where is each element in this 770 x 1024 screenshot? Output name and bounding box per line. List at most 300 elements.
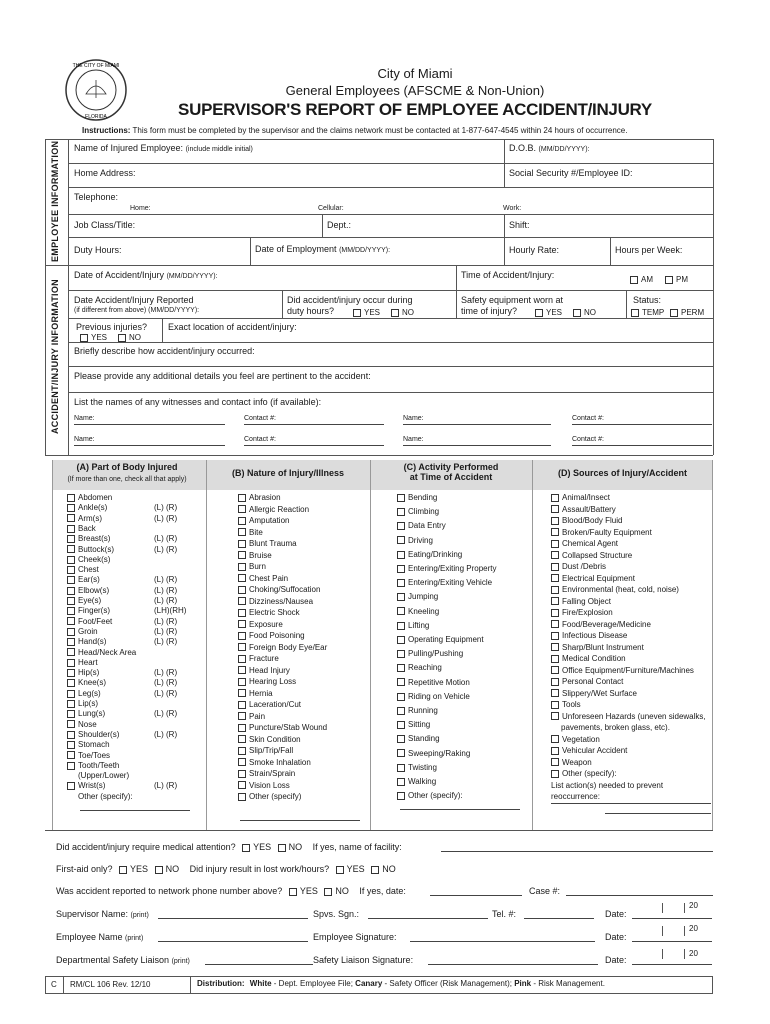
- left-right-option[interactable]: (L) (R): [154, 513, 178, 523]
- tel-input[interactable]: [524, 918, 594, 919]
- checkbox-icon[interactable]: [551, 758, 559, 766]
- body-part-item[interactable]: [67, 586, 109, 595]
- work-phone-field[interactable]: Work:: [503, 205, 522, 212]
- checkbox-icon[interactable]: [238, 643, 246, 651]
- source-item[interactable]: [551, 505, 616, 514]
- left-right-option[interactable]: (L) (R): [154, 729, 178, 739]
- liaison-signature-input[interactable]: [428, 964, 598, 965]
- source-item[interactable]: [551, 769, 617, 778]
- employee-date-input[interactable]: [632, 941, 712, 942]
- spvs-sgn-input[interactable]: [368, 918, 488, 919]
- source-item[interactable]: [551, 539, 618, 548]
- checkbox-icon[interactable]: [551, 701, 559, 709]
- checkbox-icon[interactable]: [397, 636, 405, 644]
- dob-field[interactable]: [509, 143, 589, 153]
- checkbox-icon[interactable]: [238, 528, 246, 536]
- nature-item[interactable]: [238, 516, 289, 525]
- nature-item[interactable]: [238, 781, 290, 790]
- nature-item[interactable]: [238, 528, 263, 537]
- activity-item[interactable]: [397, 706, 438, 715]
- activity-item[interactable]: [397, 635, 484, 644]
- body-part-item[interactable]: [67, 668, 99, 677]
- body-part-item[interactable]: [67, 565, 99, 574]
- ssn-field[interactable]: Social Security #/Employee ID:: [509, 168, 633, 178]
- checkbox-icon[interactable]: [67, 514, 75, 522]
- source-item[interactable]: [551, 654, 626, 663]
- checkbox-icon[interactable]: [67, 597, 75, 605]
- nature-item[interactable]: [238, 643, 327, 652]
- distribution: [197, 979, 605, 988]
- facility-input[interactable]: [441, 851, 713, 852]
- witness-name-3[interactable]: Name:: [74, 436, 95, 443]
- activity-item[interactable]: [397, 550, 462, 559]
- reported-date-field[interactable]: Date Accident/Injury Reported: [74, 295, 194, 305]
- checkbox-icon[interactable]: [67, 504, 75, 512]
- nature-item[interactable]: [238, 620, 283, 629]
- witness-name-2[interactable]: Name:: [403, 415, 424, 422]
- left-right-option[interactable]: (L) (R): [154, 575, 178, 585]
- left-right-option[interactable]: (L) (R): [154, 616, 178, 626]
- checkbox-icon[interactable]: [67, 566, 75, 574]
- accident-date-field[interactable]: [74, 270, 218, 280]
- checkbox-icon[interactable]: [551, 747, 559, 755]
- body-part-item[interactable]: [67, 627, 98, 636]
- checkbox-icon[interactable]: [67, 731, 75, 739]
- body-part-item[interactable]: [67, 524, 96, 533]
- hourly-rate-field[interactable]: Hourly Rate:: [509, 245, 560, 255]
- accident-time-field[interactable]: Time of Accident/Injury:: [461, 270, 555, 280]
- checkbox-icon[interactable]: [238, 758, 246, 766]
- body-part-item[interactable]: [67, 503, 107, 512]
- checkbox-icon[interactable]: [238, 747, 246, 755]
- activity-item[interactable]: [397, 564, 497, 573]
- checkbox-icon[interactable]: [238, 701, 246, 709]
- activity-item[interactable]: [397, 692, 470, 701]
- source-item[interactable]: [551, 700, 581, 709]
- nature-item[interactable]: [238, 677, 296, 686]
- checkbox-icon[interactable]: [551, 770, 559, 778]
- checkbox-icon[interactable]: [551, 655, 559, 663]
- perm-checkbox[interactable]: [670, 308, 704, 317]
- checkbox-icon[interactable]: [238, 620, 246, 628]
- checkbox-icon[interactable]: [67, 762, 75, 770]
- checkbox-icon[interactable]: [67, 545, 75, 553]
- source-item[interactable]: [551, 746, 627, 755]
- checkbox-icon[interactable]: [397, 593, 405, 601]
- checkbox-icon[interactable]: [397, 749, 405, 757]
- checkbox-icon[interactable]: [67, 720, 75, 728]
- item-label: Pain: [249, 711, 266, 721]
- nature-item[interactable]: [238, 654, 279, 663]
- checkbox-icon[interactable]: [238, 563, 246, 571]
- checkbox-icon[interactable]: [397, 536, 405, 544]
- left-right-option[interactable]: (LH)(RH): [154, 606, 187, 616]
- checkbox-icon[interactable]: [551, 643, 559, 651]
- source-item[interactable]: [551, 597, 611, 606]
- source-item[interactable]: [551, 562, 606, 571]
- checkbox-icon[interactable]: [67, 782, 75, 790]
- checkbox-icon[interactable]: [67, 494, 75, 502]
- shift-field[interactable]: Shift:: [509, 220, 530, 230]
- checkbox-icon[interactable]: [551, 563, 559, 571]
- label: NO: [335, 886, 349, 896]
- previous-no-checkbox[interactable]: [118, 333, 141, 342]
- item-label: Allergic Reaction: [249, 504, 310, 514]
- source-item[interactable]: [551, 666, 694, 675]
- checkbox-icon[interactable]: [67, 648, 75, 656]
- checkbox-icon[interactable]: [238, 781, 246, 789]
- details-field[interactable]: Please provide any additional details you feel are pertinent to the accident:: [74, 371, 371, 381]
- checkbox-icon[interactable]: [397, 494, 405, 502]
- checkbox-icon[interactable]: [397, 764, 405, 772]
- duty-hours-field[interactable]: Duty Hours:: [74, 245, 122, 255]
- checkbox-icon[interactable]: [397, 678, 405, 686]
- checkbox-icon[interactable]: [238, 735, 246, 743]
- checkbox-icon[interactable]: [551, 712, 559, 720]
- employment-date-field[interactable]: [255, 244, 390, 254]
- left-right-option[interactable]: (L) (R): [154, 534, 178, 544]
- source-item[interactable]: [551, 643, 644, 652]
- item-label: Standing: [408, 734, 440, 744]
- checkbox-icon[interactable]: [397, 579, 405, 587]
- supervisor-name-label: [56, 909, 149, 919]
- cell-phone-field[interactable]: Cellular:: [318, 205, 344, 212]
- duty-no-checkbox[interactable]: [391, 308, 414, 317]
- left-right-option[interactable]: (L) (R): [154, 503, 178, 513]
- network-date-input[interactable]: [430, 895, 522, 896]
- checkbox-icon[interactable]: [238, 540, 246, 548]
- body-part-item[interactable]: [67, 689, 101, 698]
- employee-name-input[interactable]: [158, 941, 308, 942]
- left-right-option[interactable]: (L) (R): [154, 626, 178, 636]
- checkbox-icon[interactable]: [238, 666, 246, 674]
- source-item: [551, 781, 663, 790]
- checkbox-icon[interactable]: [238, 574, 246, 582]
- nature-item[interactable]: [238, 700, 301, 709]
- network-no-checkbox[interactable]: [324, 886, 349, 896]
- left-right-option[interactable]: (L) (R): [154, 668, 178, 678]
- source-item[interactable]: [551, 631, 627, 640]
- nature-item[interactable]: [238, 723, 327, 732]
- source-item[interactable]: [551, 516, 622, 525]
- nature-item[interactable]: [238, 608, 300, 617]
- nature-item[interactable]: [238, 746, 293, 755]
- witness-contact-4[interactable]: Contact #:: [572, 436, 604, 443]
- checkbox-icon[interactable]: [238, 655, 246, 663]
- am-checkbox[interactable]: [630, 275, 653, 284]
- checkbox-icon[interactable]: [397, 778, 405, 786]
- checkbox-icon[interactable]: [397, 721, 405, 729]
- checkbox-icon[interactable]: [238, 689, 246, 697]
- nature-item[interactable]: [238, 792, 301, 801]
- nature-item[interactable]: [238, 758, 311, 767]
- medical-no-checkbox[interactable]: [278, 842, 303, 852]
- checkbox-icon[interactable]: [551, 678, 559, 686]
- nature-item[interactable]: [238, 735, 301, 744]
- dept-field[interactable]: Dept.:: [327, 220, 352, 230]
- source-item[interactable]: [551, 574, 635, 583]
- home-phone-field[interactable]: Home:: [130, 205, 151, 212]
- checkbox-icon[interactable]: [238, 678, 246, 686]
- nature-item[interactable]: [238, 539, 297, 548]
- nature-item[interactable]: [238, 769, 295, 778]
- source-item[interactable]: [551, 712, 706, 721]
- safety-yes-checkbox[interactable]: [535, 308, 562, 317]
- body-part-item[interactable]: [67, 596, 101, 605]
- nature-item[interactable]: [238, 562, 266, 571]
- checkbox-icon[interactable]: [67, 576, 75, 584]
- nature-item[interactable]: [238, 551, 272, 560]
- body-part-item[interactable]: [67, 555, 110, 564]
- activity-item[interactable]: [397, 507, 439, 516]
- nature-item[interactable]: [238, 631, 305, 640]
- checkbox-icon[interactable]: [238, 551, 246, 559]
- left-right-option[interactable]: (L) (R): [154, 544, 178, 554]
- checkbox-icon[interactable]: [551, 735, 559, 743]
- checkbox-icon[interactable]: [551, 540, 559, 548]
- checkbox-icon[interactable]: [551, 528, 559, 536]
- pm-checkbox[interactable]: [665, 275, 688, 284]
- form-title: SUPERVISOR'S REPORT OF EMPLOYEE ACCIDENT/INJURY: [178, 100, 652, 119]
- left-right-option[interactable]: (L) (R): [154, 709, 178, 719]
- source-item[interactable]: [551, 608, 613, 617]
- body-part-item[interactable]: [67, 617, 112, 626]
- source-item[interactable]: [551, 735, 600, 744]
- ifyes-label: If yes, date:: [359, 886, 406, 896]
- checkbox-icon[interactable]: [238, 724, 246, 732]
- checkbox-icon[interactable]: [397, 607, 405, 615]
- checkbox-icon[interactable]: [397, 622, 405, 630]
- firstaid-yes-checkbox[interactable]: [119, 864, 148, 874]
- hours-week-field[interactable]: Hours per Week:: [615, 245, 683, 255]
- checkbox-icon[interactable]: [551, 586, 559, 594]
- activity-item[interactable]: [397, 734, 440, 743]
- checkbox-icon[interactable]: [397, 735, 405, 743]
- activity-item[interactable]: [397, 493, 437, 502]
- body-part-item[interactable]: [67, 730, 119, 739]
- checkbox-icon[interactable]: [238, 586, 246, 594]
- body-part-item[interactable]: [67, 720, 97, 729]
- home-address-field[interactable]: Home Address:: [74, 168, 136, 178]
- activity-item[interactable]: [397, 663, 442, 672]
- activity-item[interactable]: [397, 521, 446, 530]
- supervisor-date-input[interactable]: [632, 918, 712, 919]
- checkbox-icon[interactable]: [67, 617, 75, 625]
- checkbox-icon[interactable]: [67, 710, 75, 718]
- checkbox-icon[interactable]: [67, 587, 75, 595]
- source-item[interactable]: [551, 493, 610, 502]
- source-item[interactable]: [551, 758, 592, 767]
- checkbox-icon[interactable]: [67, 535, 75, 543]
- activity-item[interactable]: [397, 621, 429, 630]
- body-part-item[interactable]: [67, 751, 110, 760]
- note: (include middle initial): [185, 146, 253, 153]
- checkbox-icon[interactable]: [67, 741, 75, 749]
- item-label: Wrist(s): [78, 781, 106, 791]
- checkbox-icon[interactable]: [397, 522, 405, 530]
- nature-item[interactable]: [238, 493, 281, 502]
- left-right-option[interactable]: (L) (R): [154, 678, 178, 688]
- left-right-option[interactable]: (L) (R): [154, 637, 178, 647]
- checkbox-icon[interactable]: [397, 693, 405, 701]
- source-item[interactable]: [551, 551, 632, 560]
- checkbox-icon[interactable]: [67, 556, 75, 564]
- checkbox-icon[interactable]: [397, 650, 405, 658]
- medical-yes-checkbox[interactable]: [242, 842, 271, 852]
- checkbox-icon[interactable]: [397, 508, 405, 516]
- duty-yes-checkbox[interactable]: [353, 308, 380, 317]
- checkbox-icon[interactable]: [67, 525, 75, 533]
- activity-item[interactable]: [397, 536, 433, 545]
- checkbox-icon[interactable]: [67, 751, 75, 759]
- body-part-item[interactable]: [67, 648, 136, 657]
- body-part-item[interactable]: [67, 606, 110, 615]
- checkbox-icon[interactable]: [67, 669, 75, 677]
- lostwork-no-checkbox[interactable]: [371, 864, 396, 874]
- nature-item[interactable]: [238, 666, 290, 675]
- network-yes-checkbox[interactable]: [289, 886, 318, 896]
- witness-contact-1[interactable]: Contact #:: [244, 415, 276, 422]
- witness-contact-2[interactable]: Contact #:: [572, 415, 604, 422]
- checkbox-icon[interactable]: [67, 638, 75, 646]
- activity-item[interactable]: [397, 763, 437, 772]
- nature-item[interactable]: [238, 712, 265, 721]
- injured-employee-name[interactable]: [74, 143, 253, 153]
- checkbox-icon[interactable]: [238, 712, 246, 720]
- checkbox-icon[interactable]: [238, 597, 246, 605]
- witness-name-1[interactable]: Name:: [74, 415, 95, 422]
- body-part-item[interactable]: [67, 575, 100, 584]
- previous-yes-checkbox[interactable]: [80, 333, 107, 342]
- left-right-option[interactable]: (L) (R): [154, 688, 178, 698]
- activity-item[interactable]: [397, 791, 463, 800]
- safety-no-checkbox[interactable]: [573, 308, 596, 317]
- checkbox-icon[interactable]: [238, 609, 246, 617]
- item-label: Breast(s): [78, 534, 111, 544]
- source-item[interactable]: [551, 528, 652, 537]
- activity-item[interactable]: [397, 749, 470, 758]
- liaison-date-input[interactable]: [632, 964, 712, 965]
- left-right-option[interactable]: (L) (R): [154, 596, 178, 605]
- source-item[interactable]: [551, 620, 651, 629]
- left-right-option[interactable]: (L) (R): [154, 781, 178, 791]
- body-part-item[interactable]: [67, 709, 105, 718]
- temp-checkbox[interactable]: [631, 308, 664, 317]
- body-part-item[interactable]: [67, 545, 114, 554]
- checkbox-icon[interactable]: [238, 517, 246, 525]
- item-label: Tools: [562, 700, 581, 709]
- checkbox-icon[interactable]: [397, 707, 405, 715]
- activity-item[interactable]: [397, 649, 463, 658]
- left-right-option[interactable]: (L) (R): [154, 585, 178, 595]
- checkbox-icon[interactable]: [551, 494, 559, 502]
- activity-item[interactable]: [397, 578, 492, 587]
- item-label: Heart: [78, 657, 98, 667]
- job-title-field[interactable]: Job Class/Title:: [74, 220, 136, 230]
- body-part-item[interactable]: [67, 658, 98, 667]
- activity-item[interactable]: [397, 678, 470, 687]
- body-part-item[interactable]: [67, 637, 106, 646]
- checkbox-icon[interactable]: [397, 551, 405, 559]
- source-item[interactable]: [551, 585, 679, 594]
- nature-item[interactable]: [238, 505, 309, 514]
- checkbox-icon[interactable]: [551, 620, 559, 628]
- body-part-item[interactable]: [67, 678, 106, 687]
- nature-item[interactable]: [238, 585, 320, 594]
- checkbox-icon[interactable]: [551, 689, 559, 697]
- item-label: Vegetation: [562, 734, 600, 744]
- checkbox-icon[interactable]: [67, 659, 75, 667]
- label: Date of Accident/Injury: [74, 270, 165, 280]
- employee-signature-input[interactable]: [410, 941, 595, 942]
- lostwork-yes-checkbox[interactable]: [336, 864, 365, 874]
- witness-contact-3[interactable]: Contact #:: [244, 436, 276, 443]
- checkbox-icon[interactable]: [551, 517, 559, 525]
- checkbox-icon[interactable]: [551, 574, 559, 582]
- checkbox-icon[interactable]: [67, 628, 75, 636]
- witness-name-4[interactable]: Name:: [403, 436, 424, 443]
- checkbox-icon[interactable]: [238, 793, 246, 801]
- source-item[interactable]: [551, 677, 623, 686]
- checkbox-icon[interactable]: [238, 505, 246, 513]
- checkbox-icon[interactable]: [551, 666, 559, 674]
- checkbox-icon[interactable]: [397, 664, 405, 672]
- case-input[interactable]: [566, 895, 713, 896]
- checkbox-icon[interactable]: [67, 607, 75, 615]
- checkbox-icon[interactable]: [238, 770, 246, 778]
- nature-item[interactable]: [238, 597, 313, 606]
- activity-item[interactable]: [397, 777, 436, 786]
- body-part-item[interactable]: [67, 761, 119, 770]
- activity-item[interactable]: [397, 607, 439, 616]
- item-label: Head/Neck Area: [78, 647, 137, 657]
- checkbox-icon[interactable]: [238, 632, 246, 640]
- reported-date-note: (if different from above) (MM/DD/YYYY):: [74, 307, 200, 314]
- checkbox-icon[interactable]: [551, 551, 559, 559]
- item-label: Other (specify):: [562, 769, 617, 778]
- checkbox-icon[interactable]: [551, 632, 559, 640]
- checkbox-icon[interactable]: [397, 792, 405, 800]
- liaison-name-input[interactable]: [205, 964, 313, 965]
- nature-item[interactable]: [238, 689, 273, 698]
- checkbox-icon[interactable]: [397, 565, 405, 573]
- checkbox-icon[interactable]: [551, 597, 559, 605]
- body-part-item[interactable]: [67, 534, 110, 543]
- location-field[interactable]: Exact location of accident/injury:: [168, 322, 297, 332]
- checkbox-icon[interactable]: [551, 505, 559, 513]
- checkbox-icon[interactable]: [67, 679, 75, 687]
- describe-field[interactable]: Briefly describe how accident/injury occurred:: [74, 346, 255, 356]
- firstaid-question: [56, 864, 396, 874]
- body-part-item[interactable]: [67, 699, 98, 708]
- body-part-item[interactable]: [67, 740, 110, 749]
- checkbox-icon[interactable]: [551, 609, 559, 617]
- supervisor-name-input[interactable]: [158, 918, 308, 919]
- activity-item[interactable]: [397, 720, 430, 729]
- item-label: Elbow(s): [78, 585, 110, 595]
- firstaid-no-checkbox[interactable]: [155, 864, 180, 874]
- body-part-item[interactable]: [67, 514, 102, 523]
- body-part-item[interactable]: [67, 781, 105, 790]
- activity-item[interactable]: [397, 592, 438, 601]
- nature-item[interactable]: [238, 574, 288, 583]
- item-label: Hearing Loss: [249, 677, 297, 686]
- checkbox-icon[interactable]: [238, 494, 246, 502]
- checkbox-icon[interactable]: [67, 690, 75, 698]
- source-item[interactable]: [551, 689, 637, 698]
- body-part-item[interactable]: [67, 493, 112, 502]
- checkbox-icon[interactable]: [67, 700, 75, 708]
